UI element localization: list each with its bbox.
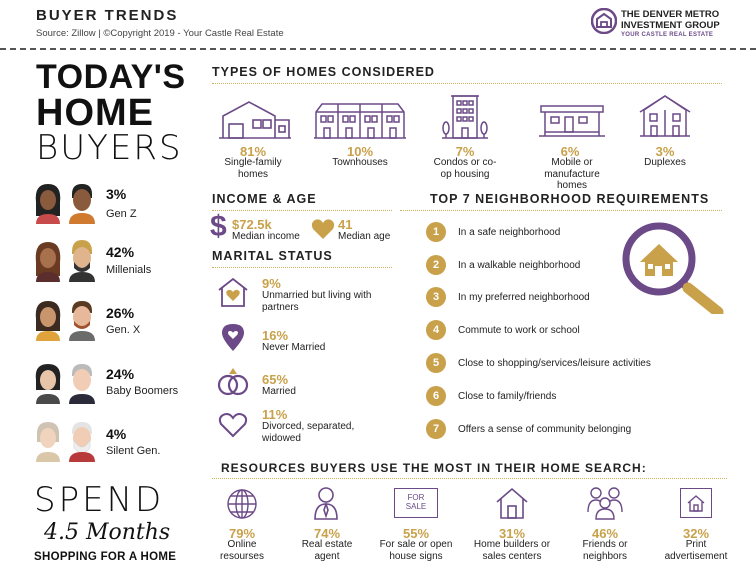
marital-label: Married	[262, 386, 296, 397]
magnifier-house-icon	[622, 222, 726, 314]
hero-line3: BUYERS	[36, 128, 183, 168]
req-number: 7	[426, 419, 446, 439]
req-number: 2	[426, 255, 446, 275]
req-number: 5	[426, 353, 446, 373]
req-label: Close to family/friends	[458, 391, 557, 402]
req-label: Commute to work or school	[458, 325, 580, 336]
resource-label: Print advertisement	[664, 539, 728, 562]
age-value: 41	[338, 217, 353, 232]
resource-pct: 55%	[402, 526, 430, 541]
print-ad-icon	[680, 488, 712, 518]
income-age-title: INCOME & AGE	[212, 192, 317, 206]
resource-label: Home builders or sales centers	[473, 539, 551, 562]
gen-pct: 3%	[106, 186, 127, 202]
req-label: Close to shopping/services/leisure activities	[458, 358, 651, 369]
brand-line2: INVESTMENT GROUP	[621, 20, 720, 31]
avatar-female-icon	[32, 297, 64, 341]
duplex-icon	[638, 94, 692, 138]
resource-label: Friends or neighbors	[582, 539, 628, 562]
gen-pct: 42%	[106, 244, 135, 260]
home-heart-icon	[216, 276, 250, 308]
resource-label: Online resourses	[220, 539, 264, 562]
gen-pct: 26%	[106, 305, 135, 321]
gen-row	[32, 418, 202, 468]
gen-row	[32, 297, 202, 347]
hero-line1: TODAY'S	[36, 58, 186, 96]
brand-line1: THE DENVER METRO	[621, 9, 720, 20]
req-number: 3	[426, 287, 446, 307]
header-source: Source: Zillow | ©Copyright 2019 - Your Castle Real Estate	[36, 28, 284, 39]
avatar-male-icon	[66, 238, 98, 282]
sign-text: FOR	[407, 493, 425, 503]
home-type-pct: 7%	[455, 144, 475, 159]
marital-label: Never Married	[262, 342, 326, 353]
agent-icon	[313, 486, 339, 520]
house-icon	[686, 494, 706, 512]
spend-line1: SPEND	[34, 480, 165, 520]
req-number: 1	[426, 222, 446, 242]
req-label: Offers a sense of community belonging	[458, 424, 632, 435]
marital-pct: 65%	[262, 372, 289, 387]
condo-building-icon	[440, 92, 490, 140]
home-type-label: Condos or co-op housing	[433, 157, 497, 180]
neighborhood-title: TOP 7 NEIGHBORHOOD REQUIREMENTS	[430, 192, 710, 206]
spend-line2: 4.5 Months	[44, 520, 171, 545]
gen-pct: 4%	[106, 426, 127, 442]
gen-row	[32, 238, 202, 288]
req-number: 4	[426, 320, 446, 340]
hero-line2: HOME	[36, 92, 154, 134]
req-number: 6	[426, 386, 446, 406]
avatar-male-icon	[66, 297, 98, 341]
home-type-label: Townhouses	[332, 157, 388, 168]
avatar-female-icon	[32, 180, 64, 224]
avatar-male-icon	[66, 360, 98, 404]
resource-label: Real estate agent	[301, 539, 353, 562]
req-label: In my preferred neighborhood	[458, 292, 590, 303]
globe-icon	[226, 488, 258, 520]
dollar-icon: $	[210, 210, 227, 243]
castle-logo-icon	[591, 8, 617, 34]
home-type-pct: 81%	[239, 144, 267, 159]
home-type-pct: 3%	[655, 144, 675, 159]
req-label: In a safe neighborhood	[458, 227, 561, 238]
resource-label: For sale or open house signs	[379, 539, 453, 562]
gen-label: Millenials	[106, 264, 152, 276]
marital-label: Divorced, separated, widowed	[262, 421, 355, 444]
heart-icon	[311, 218, 335, 240]
income-value: $72.5k	[232, 217, 272, 232]
marital-label: Unmarried but living with partners	[262, 290, 372, 313]
header-divider	[0, 48, 756, 50]
resources-title: RESOURCES BUYERS USE THE MOST IN THEIR HOME SEARCH:	[221, 461, 647, 475]
header-title: BUYER TRENDS	[36, 7, 179, 24]
divider	[212, 210, 392, 211]
resource-pct: 31%	[498, 526, 526, 541]
spend-line3: SHOPPING FOR A HOME	[34, 551, 177, 563]
single-family-home-icon	[215, 98, 295, 140]
mobile-home-icon	[537, 100, 607, 138]
broken-heart-icon	[218, 412, 248, 438]
wedding-rings-icon	[215, 364, 251, 398]
resource-pct: 32%	[682, 526, 710, 541]
divider	[212, 83, 722, 84]
location-heart-icon	[220, 322, 246, 352]
divider	[400, 210, 722, 211]
marital-pct: 9%	[262, 276, 281, 291]
home-type-pct: 6%	[560, 144, 580, 159]
home-type-pct: 10%	[346, 144, 374, 159]
marital-pct: 16%	[262, 328, 289, 343]
avatar-male-icon	[66, 180, 98, 224]
gen-label: Baby Boomers	[106, 385, 179, 397]
gen-label: Gen Z	[106, 208, 137, 220]
divider	[212, 478, 727, 479]
home-type-label: Mobile or manufacture homes	[544, 157, 600, 191]
home-type-label: Single-family homes	[224, 157, 282, 180]
brand-logo	[591, 8, 617, 34]
req-label: In a walkable neighborhood	[458, 260, 581, 271]
avatar-male-icon	[66, 418, 98, 462]
resource-pct: 46%	[591, 526, 619, 541]
home-types-title: TYPES OF HOMES CONSIDERED	[212, 65, 435, 79]
for-sale-sign-icon	[394, 488, 438, 518]
friends-icon	[586, 486, 624, 520]
gen-label: Gen. X	[106, 324, 141, 336]
age-label: Median age	[338, 231, 391, 242]
resource-pct: 79%	[228, 526, 256, 541]
gen-row	[32, 180, 202, 230]
sign-text: SALE	[405, 502, 427, 511]
income-label: Median income	[232, 231, 300, 242]
marital-title: MARITAL STATUS	[212, 249, 333, 263]
marital-pct: 11%	[262, 407, 288, 422]
avatar-female-icon	[32, 360, 64, 404]
gen-row	[32, 360, 202, 410]
home-type-label: Duplexes	[644, 157, 686, 168]
brand-line3: YOUR CASTLE REAL ESTATE	[621, 32, 714, 38]
avatar-female-icon	[32, 418, 64, 462]
townhouses-icon	[312, 100, 408, 140]
gen-pct: 24%	[106, 366, 135, 382]
divider	[212, 267, 392, 268]
resource-pct: 74%	[313, 526, 341, 541]
avatar-female-icon	[32, 238, 64, 282]
home-builder-icon	[495, 486, 529, 520]
gen-label: Silent Gen.	[106, 445, 161, 457]
